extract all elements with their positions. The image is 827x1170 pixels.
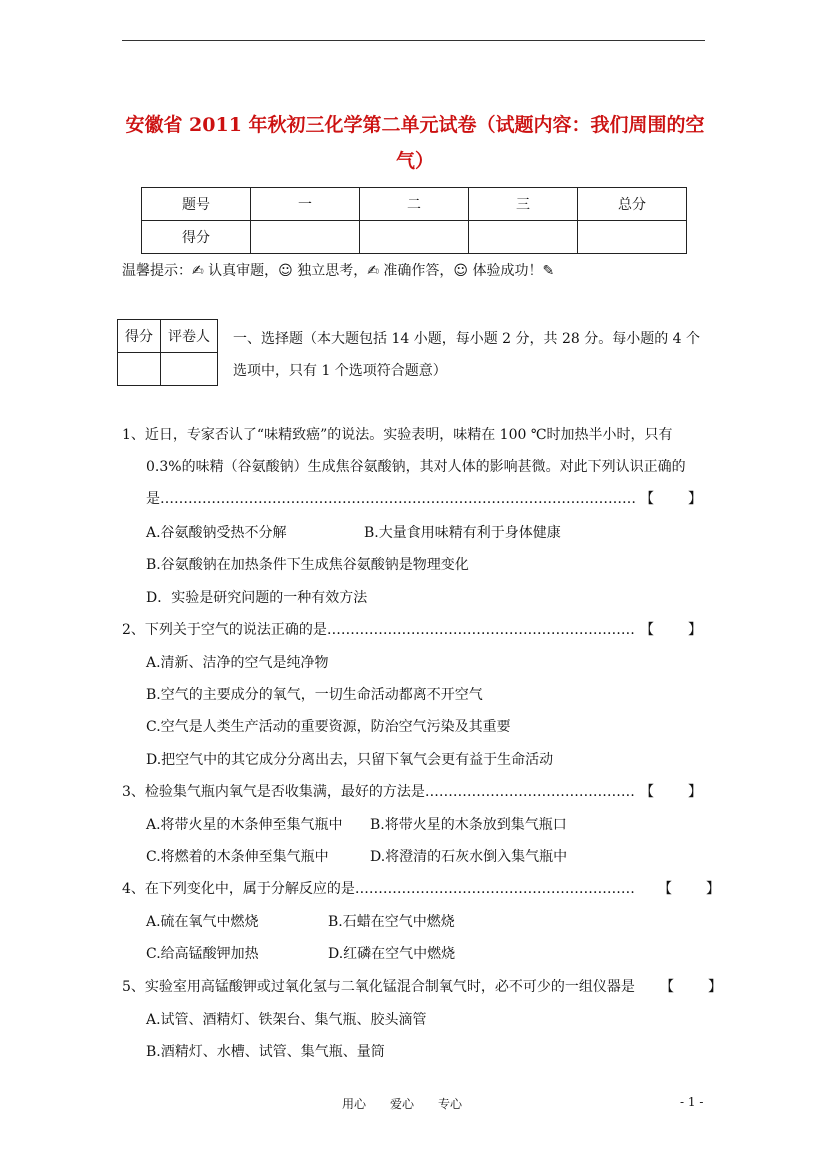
score-cell[interactable] <box>578 221 687 254</box>
score-header-cell: 一 <box>251 188 360 221</box>
q2-option-d: D.把空气中的其它成分分离出去，只留下氧气会更有益于生命活动 <box>146 752 554 768</box>
q3-option-b: B.将带火星的木条放到集气瓶口 <box>370 817 567 833</box>
answer-bracket-5[interactable]: 【 】 <box>660 979 724 995</box>
footer-motto: 用心 爱心 专心 <box>342 1097 463 1111</box>
q2-option-c: C.空气是人类生产活动的重要资源，防治空气污染及其重要 <box>146 719 511 735</box>
q2-option-b: B.空气的主要成分的氧气，一切生命活动都离不开空气 <box>146 687 483 703</box>
q3-option-c: C.将燃着的木条伸至集气瓶中 <box>146 849 329 865</box>
answer-bracket-1[interactable]: 【 】 <box>640 491 704 507</box>
question-1-line3: 是………………………………………………………………………………………… <box>146 491 636 507</box>
score-header-cell: 题号 <box>142 188 251 221</box>
question-1-line2: 0.3%的味精（谷氨酸钠）生成焦谷氨酸钠，其对人体的影响甚微。对此下列认识正确的 <box>146 459 686 475</box>
answer-bracket-2[interactable]: 【 】 <box>640 622 704 638</box>
grader-box <box>117 319 218 386</box>
q4-option-b: B.石蜡在空气中燃烧 <box>328 914 455 930</box>
score-row-label: 得分 <box>142 221 251 254</box>
page-number: - 1 - <box>680 1095 704 1109</box>
score-table <box>141 187 687 254</box>
q1-option-b: B.大量食用味精有利于身体健康 <box>364 525 561 541</box>
q1-option-a: A.谷氨酸钠受热不分解 <box>146 525 287 541</box>
answer-bracket-4[interactable]: 【 】 <box>658 881 722 897</box>
question-3: 3、检验集气瓶内氧气是否收集满，最好的方法是……………………………………… <box>122 784 635 800</box>
question-1-line1: 1、近日，专家否认了“味精致癌”的说法。实验表明，味精在 100 ℃时加热半小时，只有 <box>122 427 673 443</box>
q5-option-a: A.试管、酒精灯、铁架台、集气瓶、胶头滴管 <box>146 1012 427 1028</box>
q5-option-b: B.酒精灯、水槽、试管、集气瓶、量筒 <box>146 1044 385 1060</box>
question-2: 2、下列关于空气的说法正确的是………………………………………………………… <box>122 622 635 638</box>
score-header-cell: 总分 <box>578 188 687 221</box>
q1-option-c: B.谷氨酸钠在加热条件下生成焦谷氨酸钠是物理变化 <box>146 557 469 573</box>
header-rule <box>122 40 705 41</box>
answer-bracket-3[interactable]: 【 】 <box>640 784 704 800</box>
exam-title-line1: 安徽省 2011 年秋初三化学第二单元试卷（试题内容：我们周围的空 <box>125 114 705 136</box>
grader-reviewer-label: 评卷人 <box>161 320 218 353</box>
score-table-header-row <box>142 188 687 221</box>
grader-score-cell[interactable] <box>118 353 161 386</box>
score-header-cell: 二 <box>360 188 469 221</box>
q4-option-c: C.给高锰酸钾加热 <box>146 946 259 962</box>
score-cell[interactable] <box>469 221 578 254</box>
grader-reviewer-cell[interactable] <box>161 353 218 386</box>
q2-option-a: A.清新、洁净的空气是纯净物 <box>146 655 329 671</box>
warm-hint: 温馨提示：✍ 认真审题，☺ 独立思考，✍ 准确作答，☺ 体验成功！✎ <box>122 263 555 279</box>
q4-option-a: A.硫在氧气中燃烧 <box>146 914 259 930</box>
section-heading: 一、选择题（本大题包括 14 小题，每小题 2 分，共 28 分。每小题的 4 个选项中，只有 1 个选项符合题意） <box>233 331 701 379</box>
question-4: 4、在下列变化中，属于分解反应的是…………………………………………………… <box>122 881 635 897</box>
score-cell[interactable] <box>360 221 469 254</box>
grader-score-label: 得分 <box>118 320 161 353</box>
score-header-cell: 三 <box>469 188 578 221</box>
q4-option-d: D.红磷在空气中燃烧 <box>328 946 456 962</box>
q1-option-d: D．实验是研究问题的一种有效方法 <box>146 590 368 606</box>
q3-option-a: A.将带火星的木条伸至集气瓶中 <box>146 817 343 833</box>
q3-option-d: D.将澄清的石灰水倒入集气瓶中 <box>370 849 568 865</box>
question-5: 5、实验室用高锰酸钾或过氧化氢与二氧化锰混合制氧气时，必不可少的一组仪器是 <box>122 979 635 995</box>
exam-title-line2: 气） <box>395 150 434 172</box>
score-cell[interactable] <box>251 221 360 254</box>
score-table-score-row <box>142 221 687 254</box>
